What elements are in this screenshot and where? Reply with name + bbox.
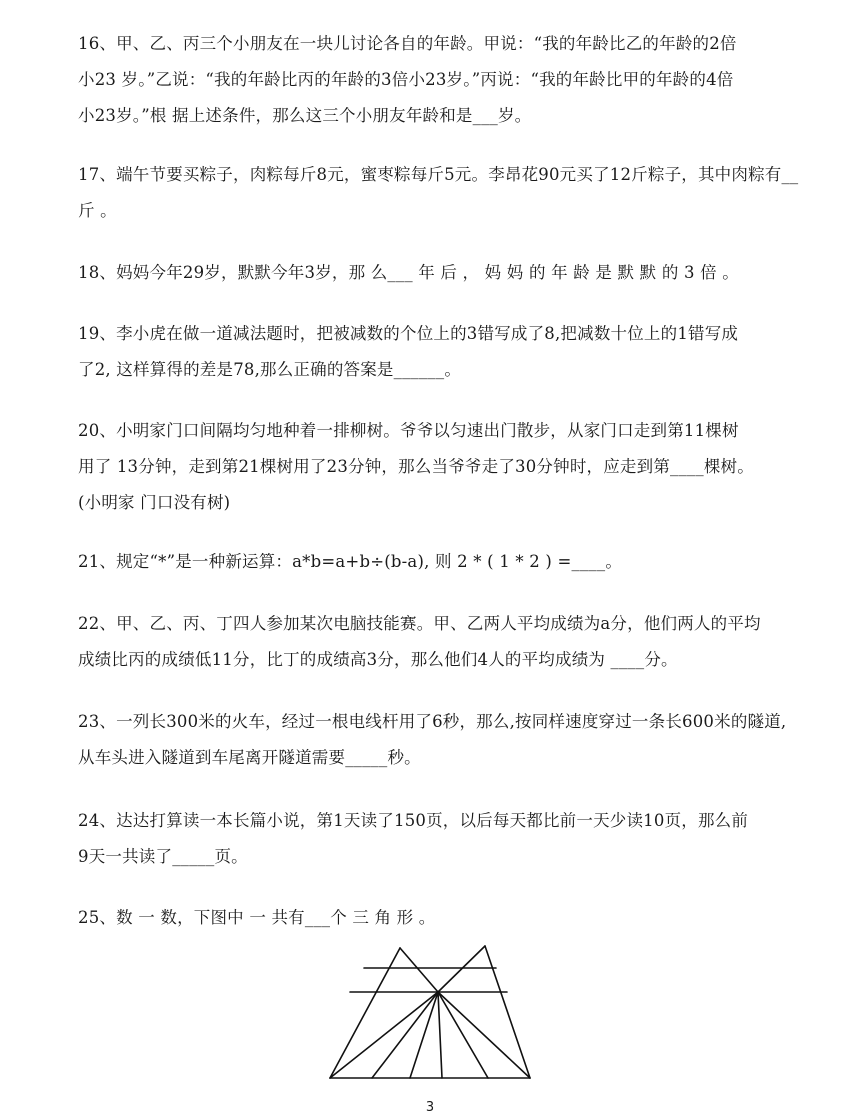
figure-ray-3 (410, 992, 438, 1078)
problem-21-line-1: 21、规定“*”是一种新运算：a*b=a+b÷(b-a), 则 2 * ( 1 * 2 ) =____。 (78, 552, 623, 571)
problem-20-line-1: 20、小明家门口间隔均匀地种着一排柳树。爷爷以匀速出门散步，从家门口走到第11棵树 (78, 421, 739, 440)
triangle-counting-figure (320, 940, 540, 1090)
problem-16-line-2: 小23 岁。”乙说：“我的年龄比丙的年龄的3倍小23岁。”丙说：“我的年龄比甲的年龄的4倍 (78, 70, 734, 89)
problem-17-line-1: 17、端午节要买粽子，肉粽每斤8元，蜜枣粽每斤5元。李昂花90元买了12斤粽子，其中肉粽有__ (78, 165, 799, 184)
problem-20-line-2: 用了 13分钟，走到第21棵树用了23分钟，那么当爷爷走了30分钟时，应走到第____棵树。 (78, 457, 754, 476)
problem-22-line-1: 22、甲、乙、丙、丁四人参加某次电脑技能赛。甲、乙两人平均成绩为a分，他们两人的平均 (78, 614, 761, 633)
problem-16 (78, 26, 798, 134)
problem-16-line-3: 小23岁。”根 据上述条件，那么这三个小朋友年龄和是___岁。 (78, 106, 532, 125)
problem-17 (78, 157, 798, 229)
problem-24 (78, 803, 798, 875)
problem-21 (78, 544, 798, 580)
problem-19 (78, 316, 798, 388)
figure-right-inner-edge (438, 946, 485, 992)
figure-ray-6 (438, 992, 530, 1078)
problem-25-line-1: 25、数 一 数，下图中 一 共有___个 三 角 形 。 (78, 908, 436, 927)
problem-16-line-1: 16、甲、乙、丙三个小朋友在一块儿讨论各自的年龄。甲说：“我的年龄比乙的年龄的2倍 (78, 34, 737, 53)
problem-19-line-2: 了2, 这样算得的差是78,那么正确的答案是______。 (78, 360, 462, 379)
problem-19-line-1: 19、李小虎在做一道减法题时，把被减数的个位上的3错写成了8,把减数十位上的1错写成 (78, 324, 739, 343)
figure-ray-5 (438, 992, 488, 1078)
problem-18-line-1: 18、妈妈今年29岁，默默今年3岁，那 么___ 年 后 ， 妈 妈 的 年 龄 是 默 默 的 3 倍 。 (78, 263, 739, 282)
problem-23-line-1: 23、一列长300米的火车，经过一根电线杆用了6秒，那么,按同样速度穿过一条长600米的隧道, (78, 712, 787, 731)
figure-ray-2 (372, 992, 438, 1078)
problem-18 (78, 255, 798, 291)
problem-22 (78, 606, 798, 678)
problem-20 (78, 413, 798, 521)
figure-ray-1 (330, 992, 438, 1078)
problem-22-line-2: 成绩比丙的成绩低11分，比丁的成绩高3分，那么他们4人的平均成绩为 ____分。 (78, 650, 678, 669)
problem-23-line-2: 从车头进入隧道到车尾离开隧道需要_____秒。 (78, 748, 421, 767)
figure-left-inner-edge (400, 948, 438, 992)
page-number: 3 (425, 1100, 435, 1115)
figure-ray-4 (438, 992, 442, 1078)
problem-17-line-2: 斤 。 (78, 201, 117, 220)
figure-right-edge (485, 946, 530, 1078)
problem-24-line-1: 24、达达打算读一本长篇小说，第1天读了150页，以后每天都比前一天少读10页，那么前 (78, 811, 749, 830)
problem-24-line-2: 9天一共读了_____页。 (78, 847, 248, 866)
problem-25 (78, 900, 798, 936)
problem-20-line-3: (小明家 门口没有树) (78, 493, 231, 512)
problem-23 (78, 704, 798, 776)
